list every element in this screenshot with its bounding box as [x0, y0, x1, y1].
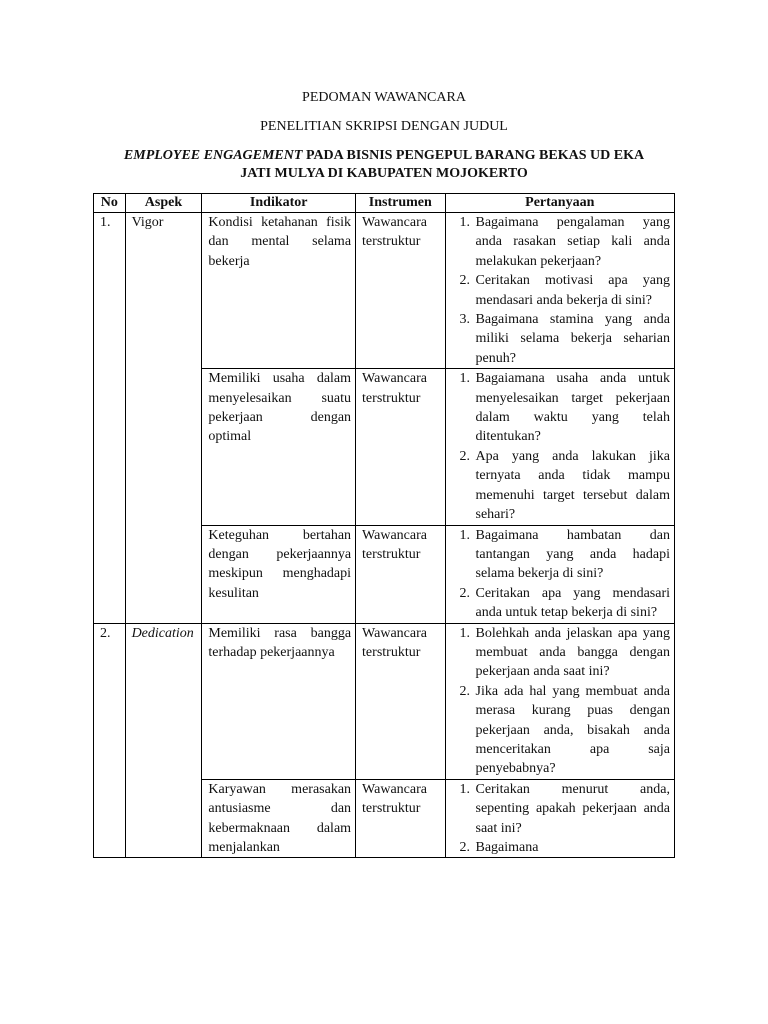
row-number: 2.	[94, 623, 126, 858]
question-list	[452, 526, 671, 623]
column-header-pertanyaan: Pertanyaan	[445, 194, 675, 213]
indikator-cell: Keteguhan bertahan dengan pekerjaannya meskipun menghadapi kesulitan	[202, 525, 356, 623]
interview-table	[93, 193, 675, 858]
question-item: 1. Ceritakan menurut anda, sepenting apakah pekerjaan anda saat ini?	[474, 780, 671, 838]
aspek-cell: Dedication	[125, 623, 202, 858]
question-list	[452, 780, 671, 858]
table-header-row	[94, 194, 675, 213]
row-number: 1.	[94, 213, 126, 624]
instrumen-cell: Wawancara terstruktur	[356, 213, 445, 369]
table-row	[94, 213, 675, 369]
pertanyaan-cell	[445, 213, 675, 369]
question-item: 1. Bagaimana hambatan dan tantangan yang anda hadapi selama bekerja di sini?	[474, 526, 671, 584]
question-list	[452, 213, 671, 368]
question-list	[452, 624, 671, 779]
aspek-cell: Vigor	[125, 213, 202, 624]
question-item: 2. Jika ada hal yang membuat anda merasa kurang puas dengan pekerjaan anda, bisakah anda menceritakan apa saja penyebabnya?	[474, 682, 671, 779]
indikator-cell: Memiliki usaha dalam menyelesaikan suatu pekerjaan dengan optimal	[202, 369, 356, 525]
instrumen-cell: Wawancara terstruktur	[356, 369, 445, 525]
research-title-line-1	[0, 147, 768, 164]
question-item: 1. Bagaiamana usaha anda untuk menyelesaikan target pekerjaan dalam waktu yang telah ditentukan?	[474, 369, 671, 447]
question-list	[452, 369, 671, 524]
table-row	[94, 623, 675, 779]
document-title: PEDOMAN WAWANCARA	[302, 90, 466, 105]
research-title-italic: EMPLOYEE ENGAGEMENT	[123, 148, 303, 163]
question-item: 1. Bagaimana pengalaman yang anda rasakan setiap kali anda melakukan pekerjaan?	[474, 213, 671, 271]
indikator-cell: Kondisi ketahanan fisik dan mental selama bekerja	[202, 213, 356, 369]
instrumen-cell: Wawancara terstruktur	[356, 779, 445, 858]
instrumen-cell: Wawancara terstruktur	[356, 525, 445, 623]
indikator-cell: Memiliki rasa bangga terhadap pekerjaannya	[202, 623, 356, 779]
pertanyaan-cell	[445, 369, 675, 525]
research-title-line-2: JATI MULYA DI KABUPATEN MOJOKERTO	[240, 166, 528, 181]
pertanyaan-cell	[445, 779, 675, 858]
question-item: 2. Bagaimana	[474, 838, 671, 857]
indikator-cell: Karyawan merasakan antusiasme dan kebermaknaan dalam menjalankan	[202, 779, 356, 858]
question-item: 1. Bolehkah anda jelaskan apa yang membuat anda bangga dengan pekerjaan anda saat ini?	[474, 624, 671, 682]
research-title-rest: PADA BISNIS PENGEPUL BARANG BEKAS UD EKA	[302, 148, 645, 163]
question-item: 3. Bagaimana stamina yang anda miliki selama bekerja seharian penuh?	[474, 310, 671, 368]
column-header-instrumen: Instrumen	[356, 194, 445, 213]
question-item: 2. Ceritakan motivasi apa yang mendasari anda bekerja di sini?	[474, 271, 671, 310]
pertanyaan-cell	[445, 623, 675, 779]
question-item: 2. Apa yang anda lakukan jika ternyata anda tidak mampu memenuhi target tersebut dalam sehari?	[474, 447, 671, 525]
column-header-indikator: Indikator	[202, 194, 356, 213]
instrumen-cell: Wawancara terstruktur	[356, 623, 445, 779]
column-header-no: No	[94, 194, 126, 213]
document-subtitle: PENELITIAN SKRIPSI DENGAN JUDUL	[260, 119, 508, 134]
pertanyaan-cell	[445, 525, 675, 623]
column-header-aspek: Aspek	[125, 194, 202, 213]
question-item: 2. Ceritakan apa yang mendasari anda untuk tetap bekerja di sini?	[474, 584, 671, 623]
